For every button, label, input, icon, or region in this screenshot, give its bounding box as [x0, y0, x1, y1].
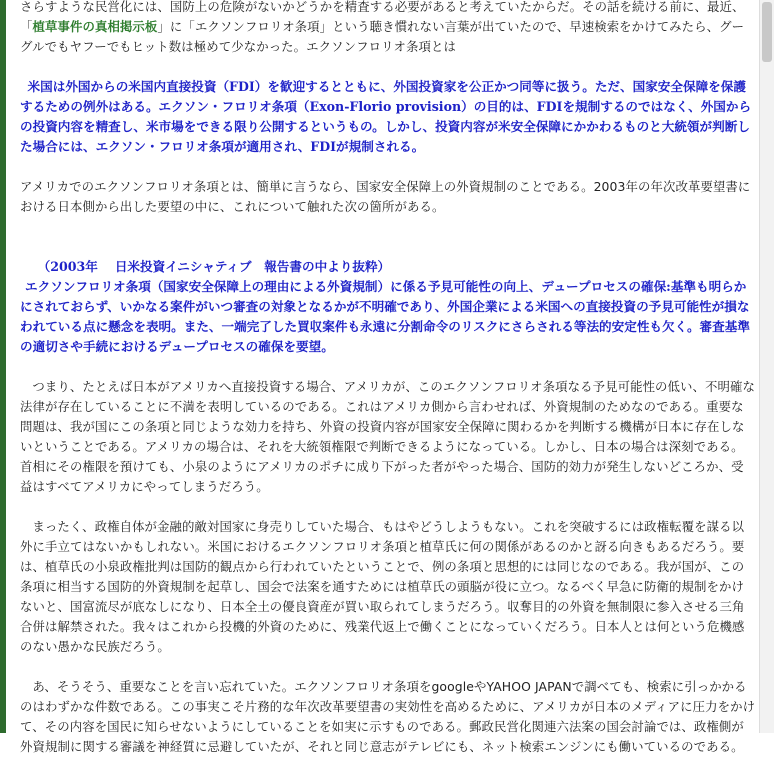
bbs-link[interactable]: 植草事件の真相掲示板 — [32, 19, 158, 34]
vertical-scrollbar[interactable] — [759, 0, 774, 733]
quote-report: エクソンフロリオ条項（国家安全保障上の理由による外資規制）に係る予見可能性の向上、デュープロセスの確保:基準も明らかにされておらず、いかなる案件がいつ審査の対象となるかが不明確であり、外国企業による米国への直接投資の予見可能性が損なわれている点に懸念を表明。また、一端完了した買収案件も永遠に分割命令のリスクにさらされる等法的安定性も欠く。審査基準の適切さや手続におけるデュープロセスの確保を要望。 — [20, 279, 750, 354]
article-body — [20, 0, 756, 757]
paragraph-politics: まったく、政権自体が金融的敵対国家に身売りしていた場合、もはやどうしようもない。これを突破するには政権転覆を謀る以外に手立てはないかもしれない。米国におけるエクソンフロリオ条項と植草氏に何の関係があるのかと訝る向きもあるだろう。要は、植草氏の小泉政権批判は国防的観点から行われていたということで、例の条項と思想的には同じなのである。我が国が、この条項に相当する国防的外資規制を起草し、国会で法案を通すためには植草氏の頭脳が役に立つ。なるべく早急に防衛的規制をかけないと、国富流尽が底なしになり、日本全土の優良資産が買い取られてしまうだろう。収奪目的の外資を無制限に参入させる三角合併は解禁された。我々はこれから投機的外資のために、残業代返上で働くことになっていくだろう。日本人とは何という危機感のない愚かな民族だろう。 — [20, 519, 745, 654]
paragraph-analysis: つまり、たとえば日本がアメリカへ直接投資する場合、アメリカが、このエクソンフロリオ条項なる予見可能性の低い、不明確な法律が存在していることに不満を表明しているのである。これはアメリカ側から言わせれば、外資規制のためなのである。重要な問題は、我が国にこの条項と同じような効力を持ち、外資の投資内容が国家安全保障に関わるかを判断する機構が日本に存在しないということである。アメリカの場合は、それを大統領権限で判断できるようになっている。しかし、日本の場合は深刻である。首相にその権限を預けても、小泉のようにアメリカのポチに成り下がった者がやった場合、国防的効力が発生しないどころか、受益はすべてアメリカにやってしまうだろう。 — [20, 379, 755, 494]
scrollbar-thumb[interactable] — [762, 2, 772, 62]
paragraph-search: あ、そうそう、重要なことを言い忘れていた。エクソンフロリオ条項をgoogleやYAHOO JAPANで調べても、検索に引っかかるのはわずかな件数である。この事実こそ片務的な年次改革要望書の実効性を高めるために、アメリカが日本のメディアに圧力をかけて、その内容を国民に知らせないようにしていることを如実に示すものである。郵政民営化関連六法案の国会討論では、政権側が外資規制に関する審議を神経質に忌避していたが、それと同じ意志がテレビにも、ネット検索エンジンにも働いているのである。 — [20, 679, 756, 754]
intro-paragraph: さらすような民営化には、国防上の危険がないかどうかを精査する必要があると考えていたからだ。その話を続ける前に、最近、「植草事件の真相掲示板」に「エクソンフロリオ条項」という聴き慣れない言葉が出ていたので、早速検索をかけてみたら、グーグルでもヤフーでもヒット数は極めて少なかった。エクソンフロリオ条項とは — [20, 0, 745, 54]
left-border — [0, 0, 6, 733]
quote-heading: （2003年 日米投資イニシャティブ 報告書の中より抜粋） — [37, 259, 391, 274]
quote-fdi: 米国は外国からの米国内直接投資（FDI）を歓迎するとともに、外国投資家を公正かつ同等に扱う。ただ、国家安全保障を保護するための例外はある。エクソン・フロリオ条項（Exon-Florio provision）の目的は、FDIを規制するのではなく、外国からの投資内容を精査し、米市場をできる限り公開するというもの。しかし、投資内容が米安全保障にかかわるものと大統領が判断した場合には、エクソン・フロリオ条項が適用され、FDIが規制される。 — [20, 79, 752, 154]
paragraph-definition: アメリカでのエクソンフロリオ条項とは、簡単に言うなら、国家安全保障上の外資規制のことである。2003年の年次改革要望書における日本側から出した要望の中に、これについて触れた次の箇所がある。 — [20, 179, 751, 214]
